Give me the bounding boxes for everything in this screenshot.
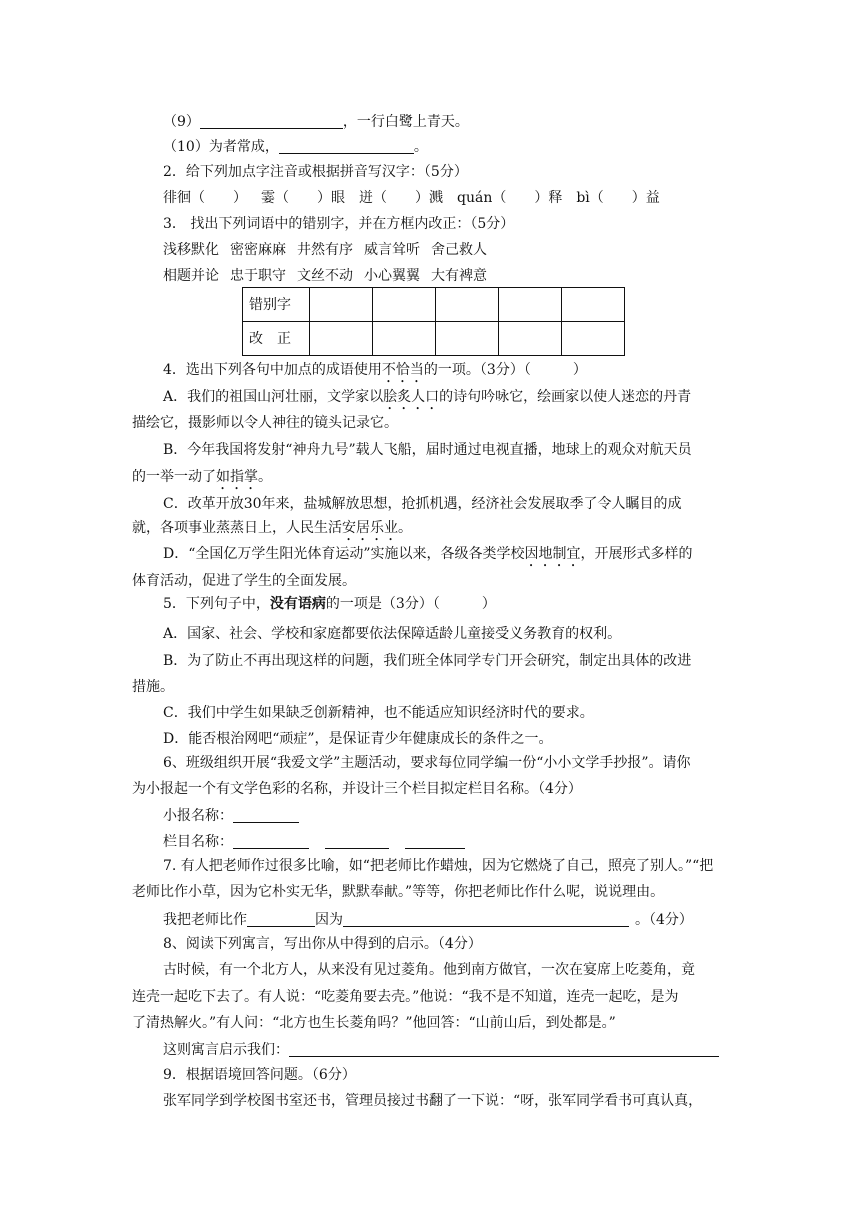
q9-title: 9．根据语境回答问题。（6分） bbox=[163, 1067, 356, 1083]
q4-title-text: 4．选出下列各句中加点的成语使用 bbox=[163, 362, 382, 378]
q5-title-emphasis: 没有语病 bbox=[269, 596, 326, 612]
q2-item-1: 徘徊（ ） bbox=[163, 190, 247, 206]
q5-option-b-line-1: B．为了防止不再出现这样的问题，我们班全体同学专门开会研究，制定出具体的改进 bbox=[163, 653, 692, 669]
q1-line-10 bbox=[163, 139, 428, 154]
q4-option-a-line-1 bbox=[163, 389, 691, 413]
table-cell[interactable] bbox=[373, 322, 436, 356]
q3-word: 浅移默化 bbox=[163, 242, 219, 258]
q2-item-2: 霎（ ）眼 bbox=[261, 190, 345, 206]
q4-option-a-text: 的诗句吟咏它，绘画家以使人迷恋的丹青 bbox=[439, 389, 692, 405]
q6-column-label: 栏目名称： bbox=[163, 834, 233, 850]
q2-item-5: bì（ ）益 bbox=[576, 190, 660, 206]
table-cell[interactable] bbox=[436, 322, 499, 356]
column-name-blank-2[interactable] bbox=[325, 834, 389, 849]
table-cell[interactable] bbox=[436, 288, 499, 322]
q4-option-c-line-1: C．改革开放30年来，盐城解放思想，抢抓机遇，经济社会发展取季了令人瞩目的成 bbox=[163, 496, 682, 512]
q2-items bbox=[163, 191, 660, 205]
q1-line9-prefix: （9） bbox=[163, 114, 200, 130]
q3-word: 相题并论 bbox=[163, 268, 219, 284]
q8-fable-line-3: 了清热解火。”有人问：“北方也生长菱角吗？”他回答：“山前山后，到处都是。” bbox=[132, 1015, 616, 1031]
q1-line9-suffix: ，一行白鹭上青天。 bbox=[342, 114, 469, 130]
q4-option-b-line-1: B．今年我国将发射“神舟九号”载人飞船，届时通过电视直播，地球上的观众对航天员 bbox=[163, 442, 692, 458]
q4-option-d-line-1 bbox=[163, 546, 693, 570]
table-cell[interactable] bbox=[373, 288, 436, 322]
q3-word: 小心翼翼 bbox=[364, 268, 420, 284]
q4-option-c-text: 。 bbox=[398, 520, 412, 536]
q2-item-4: quán（ ）释 bbox=[457, 190, 563, 206]
q6-line-1: 6、班级组织开展“我爱文学”主题活动，要求每位同学编一份“小小文学手抄报”。请你 bbox=[163, 755, 691, 771]
table-header-wrong-char: 错别字 bbox=[243, 288, 310, 322]
q7-fill-label: 我把老师比作 bbox=[163, 912, 247, 928]
q3-word: 文丝不动 bbox=[297, 268, 353, 284]
newspaper-name-blank[interactable] bbox=[233, 808, 299, 823]
q6-line-2: 为小报起一个有文学色彩的名称，并设计三个栏目拟定栏目名称。（4分） bbox=[132, 781, 582, 797]
q6-name-label: 小报名称： bbox=[163, 808, 233, 824]
column-name-blank-1[interactable] bbox=[233, 834, 309, 849]
q1-line10-prefix: （10）为者常成， bbox=[163, 139, 279, 155]
q7-fill-suffix: 。（4分） bbox=[635, 912, 693, 928]
q7-fill-label: 因为 bbox=[315, 912, 343, 928]
q8-fable-line-1: 古时候，有一个北方人，从来没有见过菱角。他到南方做官，一次在宴席上吃菱角，竟 bbox=[163, 962, 695, 978]
q4-option-a-line-2: 描绘它，摄影师以令人神往的镜头记录它。 bbox=[132, 415, 398, 431]
q3-word: 井然有序 bbox=[297, 242, 353, 258]
q6-column-row bbox=[163, 834, 465, 849]
q5-option-c: C．我们中学生如果缺乏创新精神，也不能适应知识经济时代的要求。 bbox=[163, 705, 594, 721]
table-cell[interactable] bbox=[310, 288, 373, 322]
q4-option-b-idiom: 如指掌 bbox=[216, 469, 258, 485]
q7-fill-row bbox=[163, 912, 693, 927]
q8-title: 8、阅读下列寓言，写出你从中得到的启示。（4分） bbox=[163, 936, 482, 952]
q8-fable-line-2: 连壳一起吃下去了。有人说：“吃菱角要去壳。”他说：“我不是不知道，连壳一起吃，是为 bbox=[132, 989, 679, 1005]
q5-option-b-line-2: 措施。 bbox=[132, 679, 174, 695]
q8-prompt: 这则寓言启示我们： bbox=[163, 1042, 289, 1058]
q9-line-1: 张军同学到学校图书室还书，管理员接过书翻了一下说：“呀，张军同学看书可真认真， bbox=[163, 1093, 703, 1109]
q4-option-a-idiom: 脍炙人口 bbox=[383, 389, 440, 405]
q4-option-a-text: A．我们的祖国山河壮丽，文学家以 bbox=[163, 389, 384, 405]
table-header-correction: 改 正 bbox=[243, 322, 310, 356]
q4-option-c-idiom: 安居乐业 bbox=[342, 520, 398, 536]
q4-option-b-text: 。 bbox=[258, 469, 272, 485]
q7-line-2: 老师比作小草，因为它朴实无华，默默奉献。”等等，你把老师比作什么呢，说说理由。 bbox=[132, 884, 665, 900]
q2-item-3: 迸（ ）溅 bbox=[359, 190, 443, 206]
q4-option-b-line-2 bbox=[132, 469, 272, 493]
q3-word: 威言耸听 bbox=[364, 242, 420, 258]
q5-title-text: 5．下列句子中， bbox=[163, 596, 270, 612]
q3-words-row-2 bbox=[163, 269, 487, 283]
reason-blank[interactable] bbox=[343, 912, 629, 927]
q5-title bbox=[163, 597, 496, 611]
q3-word: 大有裨意 bbox=[431, 268, 487, 284]
q3-title: 3． 找出下列词语中的错别字，并在方框内改正：（5分） bbox=[163, 216, 515, 232]
q4-option-d-idiom: 因地制宜 bbox=[524, 546, 581, 562]
q3-words-row-1 bbox=[163, 243, 487, 257]
table-row bbox=[243, 288, 625, 322]
q7-line-1: 7. 有人把老师作过很多比喻，如“把老师比作蜡烛，因为它燃烧了自己，照亮了别人。”“把 bbox=[163, 858, 714, 874]
table-cell[interactable] bbox=[562, 288, 625, 322]
metaphor-blank[interactable] bbox=[247, 912, 315, 927]
q6-name-row bbox=[163, 808, 299, 823]
q1-line-9 bbox=[163, 114, 469, 129]
q1-line10-suffix: 。 bbox=[413, 139, 428, 155]
answer-blank[interactable] bbox=[279, 139, 414, 154]
q3-word: 忠于职守 bbox=[230, 268, 286, 284]
table-cell[interactable] bbox=[310, 322, 373, 356]
q3-word: 舍己救人 bbox=[431, 242, 487, 258]
answer-blank[interactable] bbox=[200, 114, 343, 129]
q4-option-b-text: 的一举一动了 bbox=[132, 469, 216, 485]
q4-option-d-line-2: 体育活动，促进了学生的全面发展。 bbox=[132, 573, 356, 589]
q4-option-c-line-2 bbox=[132, 520, 412, 544]
q4-title bbox=[163, 362, 587, 386]
q8-answer-row bbox=[163, 1042, 719, 1057]
column-name-blank-3[interactable] bbox=[405, 834, 465, 849]
q4-title-text: 的一项。（3分）（ ） bbox=[423, 362, 587, 378]
lesson-blank[interactable] bbox=[289, 1042, 719, 1057]
q4-title-emphasis: 不恰当 bbox=[381, 362, 424, 378]
q4-option-c-text: 就，各项事业蒸蒸日上，人民生活 bbox=[132, 520, 342, 536]
correction-table bbox=[242, 287, 625, 356]
q5-option-a: A．国家、社会、学校和家庭都要依法保障适龄儿童接受义务教育的权利。 bbox=[163, 626, 622, 642]
table-cell[interactable] bbox=[562, 322, 625, 356]
q5-option-d: D．能否根治网吧“顽症”，是保证青少年健康成长的条件之一。 bbox=[163, 731, 553, 747]
table-cell[interactable] bbox=[499, 288, 562, 322]
q5-title-text: 的一项是（3分）（ ） bbox=[325, 596, 496, 612]
q3-word: 密密麻麻 bbox=[230, 242, 286, 258]
table-cell[interactable] bbox=[499, 322, 562, 356]
table-row bbox=[243, 322, 625, 356]
q2-title: 2．给下列加点字注音或根据拼音写汉字：（5分） bbox=[163, 164, 468, 180]
q4-option-d-text: D．“全国亿万学生阳光体育运动”实施以来，各级各类学校 bbox=[163, 546, 525, 562]
q4-option-d-text: ，开展形式多样的 bbox=[580, 546, 693, 562]
